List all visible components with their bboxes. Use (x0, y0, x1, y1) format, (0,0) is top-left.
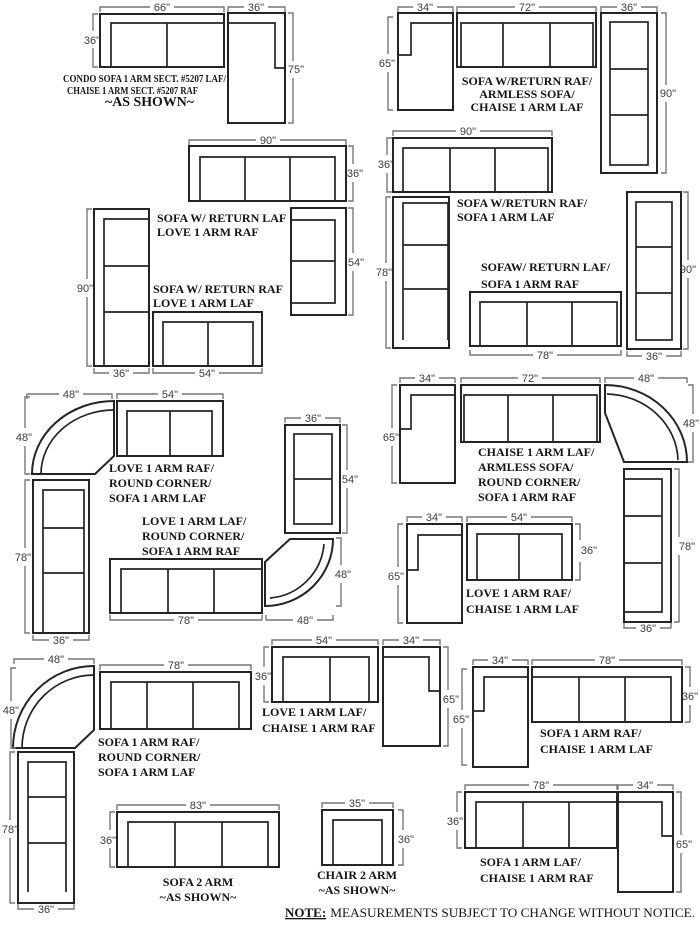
g11-dim-right-label: 36" (397, 834, 415, 846)
g6-armless-sofa-dividers (508, 395, 553, 442)
g6-dim-corner-right-label: 48" (682, 418, 700, 430)
group-love-corner-sofa (15, 389, 358, 647)
footer-note (285, 905, 695, 920)
g2-armless-sofa-back (461, 23, 593, 67)
g4-bottom-sofa-back (480, 302, 617, 346)
g12-chaise-outline (473, 667, 528, 767)
g4-right-sofa-outline (627, 192, 681, 349)
g4-vert-sofa-back (403, 203, 448, 340)
g8-vert-sofa-dividers (28, 797, 66, 843)
g4-right-sofa-seat (636, 202, 672, 340)
g4-dim-top-label: 90" (459, 126, 477, 138)
g5-label-a1: LOVE 1 ARM RAF/ (109, 461, 214, 475)
g3-vert-sofa-outline (94, 209, 149, 366)
g4-label-a1: SOFA W/RETURN RAF/ (457, 196, 588, 210)
group-sofa-return-love (77, 135, 364, 380)
g8-label-line1: SOFA 1 ARM RAF/ (98, 735, 200, 749)
g5-bottom-sofa-dividers (168, 569, 214, 613)
g7-dim-love-top-label: 54" (510, 512, 528, 524)
g4-vert-sofa-outline (393, 197, 449, 348)
g12-dim-sofa-top-label: 78" (598, 655, 616, 667)
g4-top-sofa-outline (393, 138, 552, 192)
g7-chaise-back-arm (407, 535, 462, 570)
g9-chaise-outline (383, 647, 440, 746)
g12-label-line2: CHAISE 1 ARM LAF (540, 742, 654, 756)
g2-chaise-outline (398, 13, 453, 110)
g13-dim-sofa-top-label: 78" (532, 780, 550, 792)
g3-dim-top-label: 90" (259, 135, 277, 147)
g10-label-as-shown: ~AS SHOWN~ (159, 890, 237, 904)
g5-dim-vlove-top-label: 36" (304, 413, 322, 425)
g6-armless-sofa-back (464, 395, 597, 442)
g5-dim-vert-bottom-label: 36" (52, 635, 70, 647)
g6-vert-sofa-outline (624, 469, 671, 622)
g2-label-line2: ARMLESS SOFA/ (479, 87, 575, 101)
g5-vert-sofa-outline (33, 480, 89, 633)
g1-dim-chaise-top-label: 36" (247, 2, 265, 14)
g3-top-sofa-dividers (245, 157, 290, 201)
group-sofa-chaise-b (447, 780, 692, 892)
g12-label-line1: SOFA 1 ARM RAF/ (540, 726, 642, 740)
g6-chaise-back-arm (400, 395, 455, 429)
g4-dim-bottom-label: 78" (536, 350, 554, 362)
g6-dim-vert-bottom-label: 36" (639, 623, 657, 635)
g12-dim-sofa-right-label: 36" (681, 691, 699, 703)
g4-dim-left1-label: 36" (377, 159, 395, 171)
g7-chaise-outline (407, 524, 462, 623)
g5-corner-tl-back (41, 410, 114, 474)
g5-label-b1: LOVE 1 ARM LAF/ (142, 514, 247, 528)
g4-top-sofa-dividers (450, 148, 495, 192)
g8-sofa-back (111, 682, 239, 729)
g13-dim-chaise-top-label: 34" (636, 780, 654, 792)
g12-sofa-outline (532, 667, 682, 722)
group-sofa-2-arm (100, 800, 279, 904)
g2-armless-sofa-dividers (503, 23, 550, 67)
g10-sofa-outline (117, 812, 279, 867)
g2-dim-sofa-top-label: 72" (518, 2, 536, 14)
g9-dim-love-left-label: 36" (254, 671, 272, 683)
g13-sofa-back-arm (476, 802, 617, 848)
g13-chaise-back-arm (618, 802, 673, 836)
g5-dim-vert-left-label: 78" (14, 552, 32, 564)
g6-corner-back (607, 394, 678, 460)
g12-dim-chaise-top-label: 34" (491, 655, 509, 667)
g13-dim-sofa-left-label: 36" (446, 816, 464, 828)
g6-label-line1: CHAISE 1 ARM LAF/ (478, 445, 595, 459)
g12-sofa-dividers (579, 677, 625, 722)
g10-sofa-dividers (175, 822, 222, 867)
g5-dim-sofa-bottom-label: 78" (177, 615, 195, 627)
g1-sofa-outline (100, 14, 224, 67)
g2-dim-return-right-label: 90" (659, 88, 677, 100)
g5-dim-corner-right-label: 48" (334, 569, 352, 581)
g13-label-line1: SOFA 1 ARM LAF/ (480, 855, 581, 869)
g6-chaise-outline (400, 385, 455, 483)
g2-return-dividers (610, 69, 648, 115)
g9-love-outline (272, 647, 378, 702)
footer-note-text: MEASUREMENTS SUBJECT TO CHANGE WITHOUT NOTICE. (327, 905, 695, 920)
g13-label-line2: CHAISE 1 ARM RAF (480, 871, 594, 885)
g7-dim-chaise-top-label: 34" (425, 512, 443, 524)
g12-chaise-back-arm (473, 677, 528, 711)
g8-dim-corner-top-label: 48" (47, 654, 65, 666)
g13-chaise-outline (618, 792, 673, 892)
g7-label-line2: CHAISE 1 ARM LAF (466, 602, 580, 616)
g5-dim-vlove-right-label: 54" (341, 474, 359, 486)
g5-corner-tl-outline (32, 401, 114, 474)
g5-label-b2: ROUND CORNER/ (142, 529, 245, 543)
g1-chaise-back-arm (228, 23, 285, 68)
g7-label-line1: LOVE 1 ARM RAF/ (466, 586, 571, 600)
g6-vert-sofa-back (624, 479, 662, 612)
g9-label-line2: CHAISE 1 ARM RAF (262, 721, 376, 735)
g4-label-b1: SOFAW/ RETURN LAF/ (481, 260, 611, 274)
g3-label-a2: LOVE 1 ARM RAF (157, 225, 259, 239)
g5-label-a2: ROUND CORNER/ (109, 476, 212, 490)
g2-dim-return-top-label: 36" (620, 2, 638, 14)
g10-label-line1: SOFA 2 ARM (162, 875, 234, 889)
g6-dim-sofa-top-label: 72" (521, 373, 539, 385)
group-love-chaise-b (255, 635, 459, 746)
g10-dim-left-label: 36" (99, 835, 117, 847)
g8-sofa-dividers (147, 682, 193, 729)
g6-label-line2: ARMLESS SOFA/ (478, 460, 574, 474)
g4-dim-bottom-right-label: 36" (645, 351, 663, 363)
g9-dim-chaise-right-label: 65" (442, 694, 460, 706)
g3-vert-sofa-dividers (104, 266, 149, 312)
g6-dim-chaise-left-label: 65" (382, 432, 400, 444)
g11-chair-back (333, 820, 382, 865)
g6-vert-sofa-dividers (624, 516, 662, 563)
group-love-chaise-a (388, 512, 597, 623)
g8-dim-vert-bottom-label: 36" (37, 904, 55, 916)
g4-vert-sofa-dividers (403, 245, 448, 289)
g13-sofa-outline (465, 792, 617, 848)
g5-dim-corner-top-label: 48" (62, 389, 80, 401)
g3-dim-right-label: 36" (346, 168, 364, 180)
g4-dim-right-label: 90" (679, 264, 697, 276)
g2-dim-chaise-left-label: 65" (378, 58, 396, 70)
g8-sofa-outline (100, 672, 251, 729)
g11-dim-top-label: 35" (348, 798, 366, 810)
g3-dim-left-label: 90" (76, 283, 94, 295)
g9-love-back (283, 657, 369, 702)
g13-sofa-dividers (523, 802, 569, 848)
g8-corner-back (22, 675, 94, 748)
g6-dim-corner-top-label: 48" (637, 373, 655, 385)
g9-dim-love-top-label: 54" (315, 635, 333, 647)
g5-label-a3: SOFA 1 ARM LAF (109, 491, 207, 505)
g8-vert-sofa-back (28, 762, 66, 892)
g5-vert-sofa-dividers (43, 528, 84, 573)
g2-dim-chaise-top-label: 34" (416, 2, 434, 14)
g2-label-line3: CHAISE 1 ARM LAF (470, 100, 584, 114)
g8-corner-outline (13, 666, 94, 748)
g11-label-line1: CHAIR 2 ARM (317, 868, 397, 882)
g13-dim-chaise-right-label: 65" (675, 839, 693, 851)
g6-label-line3: ROUND CORNER/ (478, 475, 581, 489)
g3-dim-love-right-label: 54" (347, 257, 365, 269)
g2-label-line1: SOFA W/RETURN RAF/ (461, 74, 593, 88)
g3-top-sofa-outline (189, 146, 346, 201)
g6-dim-chaise-top-label: 34" (418, 373, 436, 385)
footer-note-prefix: NOTE: (285, 905, 327, 920)
g6-label-line4: SOFA 1 ARM RAF (478, 490, 577, 504)
group-condo-sofa-chaise (63, 2, 304, 123)
g5-vert-sofa-back (43, 490, 84, 633)
g4-top-sofa-back (403, 148, 548, 192)
g8-dim-corner-left-label: 48" (2, 705, 20, 717)
g3-vert-sofa-back (104, 219, 149, 366)
g4-dim-left2-label: 78" (375, 267, 393, 279)
g5-bottom-sofa-outline (110, 559, 262, 613)
g12-dim-chaise-left-label: 65" (452, 714, 470, 726)
g4-bottom-sofa-dividers (527, 302, 572, 346)
g8-label-line3: SOFA 1 ARM LAF (98, 765, 196, 779)
g6-corner-outline (605, 385, 687, 462)
g7-dim-love-right-bracket (575, 524, 580, 580)
g5-dim-love-top-label: 54" (161, 389, 179, 401)
g1-label-line2: CHAISE 1 ARM SECT. #5207 RAF (67, 86, 198, 97)
g2-chaise-back-arm (398, 23, 453, 55)
g10-dim-top-label: 83" (189, 800, 207, 812)
g3-label-a1: SOFA W/ RETURN LAF (157, 211, 287, 225)
g1-label-line1: CONDO SOFA 1 ARM SECT. #5207 LAF/ (63, 74, 227, 85)
group-chair-2-arm (317, 798, 414, 897)
g3-top-sofa-back (200, 157, 335, 201)
g1-label-as-shown: ~AS SHOWN~ (105, 95, 195, 110)
g4-bottom-sofa-outline (470, 292, 621, 346)
g5-dim-corner-left-label: 48" (15, 432, 33, 444)
g4-label-b2: SOFA 1 ARM RAF (481, 277, 580, 291)
g1-dim-top-label: 66" (153, 2, 171, 14)
g3-label-b2: LOVE 1 ARM LAF (153, 296, 255, 310)
g12-sofa-back-arm (532, 677, 671, 722)
g9-chaise-back-arm (383, 657, 440, 691)
g5-bottom-sofa-back (121, 569, 262, 613)
g3-dim-bottom2-label: 54" (198, 368, 216, 380)
g8-dim-vert-left-label: 78" (1, 824, 19, 836)
g9-label-line1: LOVE 1 ARM LAF/ (262, 705, 367, 719)
g4-label-a2: SOFA 1 ARM LAF (457, 210, 555, 224)
g7-dim-love-right-label: 36" (580, 545, 598, 557)
g7-dim-chaise-left-label: 65" (387, 571, 405, 583)
g8-label-line2: ROUND CORNER/ (98, 750, 201, 764)
g1-dim-left-label: 36" (83, 35, 101, 47)
g5-label-b3: SOFA 1 ARM RAF (142, 544, 241, 558)
g4-right-sofa-dividers (636, 247, 672, 293)
g2-return-seat (610, 22, 648, 165)
g6-dim-vert-right-label: 78" (678, 541, 696, 553)
g5-corner-r-back (270, 544, 324, 598)
g2-armless-sofa-outline (457, 13, 596, 67)
g5-dim-corner-bottom-label: 48" (296, 615, 314, 627)
g1-dim-right-label: 75" (287, 64, 305, 76)
g3-dim-bottom1-label: 36" (112, 368, 130, 380)
g10-sofa-back (128, 822, 268, 867)
g11-label-as-shown: ~AS SHOWN~ (318, 883, 396, 897)
g3-label-b1: SOFA W/ RETURN RAF (153, 282, 283, 296)
g8-dim-sofa-top-label: 78" (167, 660, 185, 672)
group-sofa-chaise-a (453, 655, 698, 767)
g9-dim-chaise-top-label: 34" (402, 635, 420, 647)
g6-armless-sofa-outline (461, 385, 600, 442)
